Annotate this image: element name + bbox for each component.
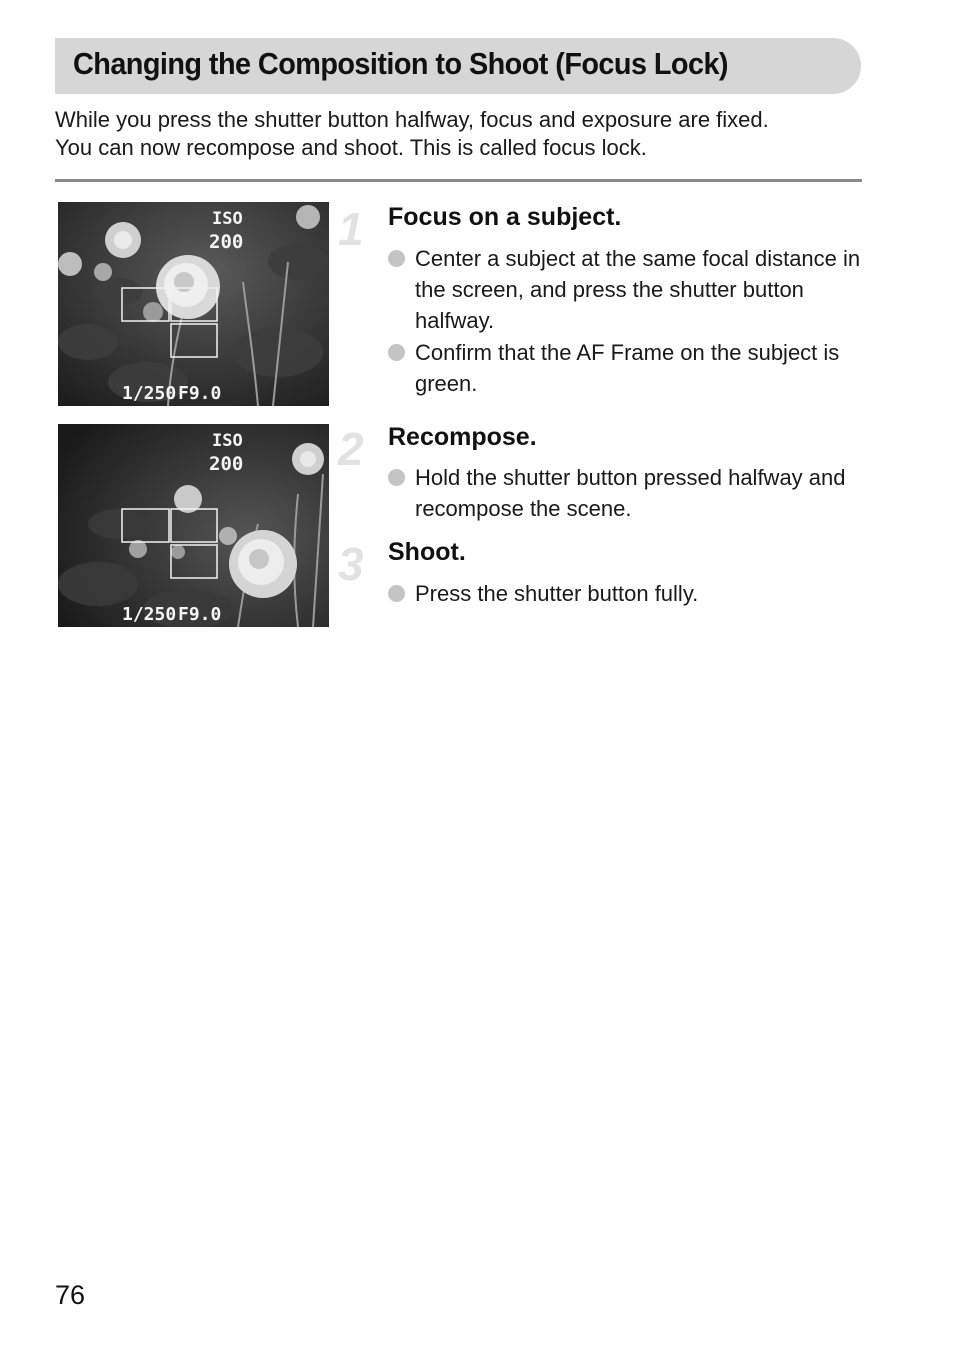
bullet-dot-icon — [388, 250, 405, 267]
rose-main — [156, 255, 220, 319]
step-number-2: 2 — [338, 423, 364, 475]
step-2-bullet-1: Hold the shutter button pressed halfway and recompose the scene. — [388, 462, 868, 524]
iso-label-1: ISO — [212, 209, 243, 229]
step-title-2: Recompose. — [388, 423, 537, 451]
bullet-dot-icon — [388, 344, 405, 361]
shutter-speed-2: 1/250 — [122, 604, 177, 625]
shutter-speed-1: 1/250 — [122, 383, 177, 404]
title-bar — [55, 38, 861, 94]
intro-line-2: You can now recompose and shoot. This is called focus lock. — [55, 135, 647, 160]
bullet-dot-icon — [388, 469, 405, 486]
aperture-1: F9.0 — [178, 383, 222, 404]
step-number-1: 1 — [338, 203, 364, 255]
iso-value-1: 200 — [209, 231, 244, 253]
page-title: Changing the Composition to Shoot (Focus Lock) — [73, 46, 728, 81]
iso-label-2: ISO — [212, 431, 243, 451]
bullet-dot-icon — [388, 585, 405, 602]
step-number-3: 3 — [338, 538, 364, 590]
step-title-1: Focus on a subject. — [388, 203, 622, 231]
step-1-bullet-1: Center a subject at the same focal distance in the screen, and press the shutter button halfway. — [388, 243, 868, 336]
section-divider — [55, 179, 862, 182]
step-1-bullet-2: Confirm that the AF Frame on the subject is green. — [388, 337, 868, 399]
aperture-2: F9.0 — [178, 604, 222, 625]
step-title-3: Shoot. — [388, 538, 466, 566]
page-number: 76 — [55, 1280, 86, 1310]
iso-value-2: 200 — [209, 453, 244, 475]
camera-screen-photo-2 — [58, 424, 329, 627]
step-3-bullet-1: Press the shutter button fully. — [388, 578, 868, 609]
intro-line-1: While you press the shutter button halfway, focus and exposure are fixed. — [55, 107, 769, 132]
camera-screen-photo-1 — [58, 202, 329, 406]
intro-text — [55, 106, 875, 162]
